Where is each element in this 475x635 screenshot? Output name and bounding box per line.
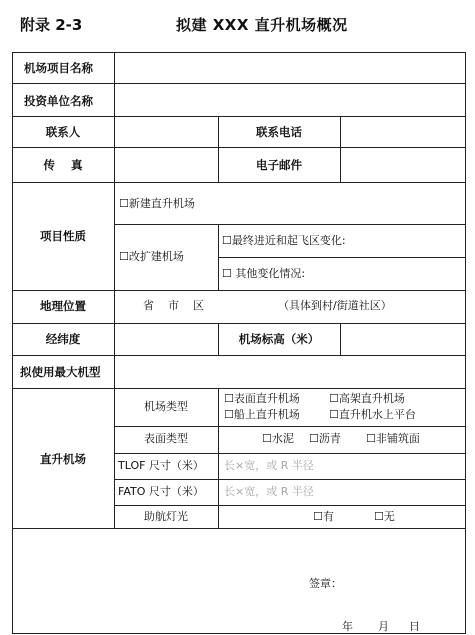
label-fato: FATO 尺寸（米） [118, 485, 204, 498]
row-divider [12, 147, 466, 148]
surface-cement-checkbox[interactable]: ☐水泥 [262, 432, 294, 445]
label-email: 电子邮件 [256, 158, 302, 172]
max-aircraft-field[interactable] [116, 357, 464, 387]
date-day: 日 [409, 620, 420, 633]
row-divider [114, 479, 466, 480]
label-latlon: 经纬度 [45, 332, 81, 346]
lights-yes-checkbox[interactable]: ☐有 [313, 510, 334, 523]
row-divider [218, 257, 466, 258]
column-divider [218, 388, 219, 528]
label-elevation: 机场标高（米） [238, 332, 320, 346]
row-divider [12, 182, 466, 183]
signature-label: 签章： [309, 577, 342, 590]
row-divider [12, 116, 466, 117]
signature-field[interactable] [350, 570, 460, 596]
column-divider [114, 52, 115, 528]
label-max-aircraft: 拟使用最大机型 [20, 365, 101, 379]
row-divider [114, 453, 466, 454]
date-month: 月 [378, 620, 389, 633]
label-investor: 投资单位名称 [24, 94, 93, 108]
label-fax: 传 真 [43, 158, 83, 172]
form-title: 拟建 XXX 直升机场概况 [176, 16, 348, 34]
label-airport-name: 机场项目名称 [24, 61, 93, 75]
expand-checkbox[interactable]: ☐改扩建机场 [119, 250, 184, 263]
airport-name-field[interactable] [116, 54, 464, 82]
fato-field[interactable]: 长×宽，或 R 半径 [224, 485, 314, 498]
location-hint: （具体到村/街道社区） [278, 299, 392, 312]
label-tlof: TLOF 尺寸（米） [118, 459, 204, 472]
type-surface-checkbox[interactable]: ☐表面直升机场 [224, 392, 300, 405]
phone-field[interactable] [342, 118, 464, 146]
lights-no-checkbox[interactable]: ☐无 [374, 510, 395, 523]
column-divider [340, 323, 341, 355]
label-location: 地理位置 [40, 299, 86, 313]
type-elevated-checkbox[interactable]: ☐高架直升机场 [329, 392, 405, 405]
row-divider [12, 323, 466, 324]
final-approach-change-checkbox[interactable]: ☐最终进近和起飞区变化: [222, 234, 346, 247]
row-divider [12, 355, 466, 356]
tlof-field[interactable]: 长×宽，或 R 半径 [224, 459, 314, 472]
column-divider [340, 116, 341, 182]
fax-field[interactable] [116, 149, 216, 181]
row-divider [12, 528, 466, 529]
row-divider [12, 388, 466, 389]
row-divider [114, 426, 466, 427]
row-divider [12, 290, 466, 291]
label-phone: 联系电话 [256, 125, 302, 139]
contact-field[interactable] [116, 118, 216, 146]
surface-unpaved-checkbox[interactable]: ☐非铺筑面 [366, 432, 420, 445]
other-change-checkbox[interactable]: ☐ 其他变化情况: [222, 267, 306, 280]
date-year: 年 [342, 620, 353, 633]
label-project-nature: 项目性质 [40, 229, 86, 243]
column-divider [218, 224, 219, 290]
label-contact: 联系人 [45, 125, 81, 139]
label-nav-lights: 助航灯光 [144, 510, 188, 523]
annex-label: 附录 2-3 [20, 16, 83, 34]
row-divider [114, 224, 466, 225]
email-field[interactable] [342, 149, 464, 181]
type-ship-checkbox[interactable]: ☐船上直升机场 [224, 408, 300, 421]
label-heliport: 直升机场 [40, 452, 86, 466]
investor-field[interactable] [116, 85, 464, 115]
row-divider [114, 505, 466, 506]
surface-asphalt-checkbox[interactable]: ☐沥青 [309, 432, 341, 445]
latlon-field[interactable] [116, 325, 216, 354]
label-surface-type: 表面类型 [144, 432, 188, 445]
row-divider [12, 83, 466, 84]
type-water-platform-checkbox[interactable]: ☐直升机水上平台 [329, 408, 416, 421]
new-build-checkbox[interactable]: ☐新建直升机场 [119, 197, 195, 210]
elevation-field[interactable] [342, 325, 464, 354]
label-heliport-type: 机场类型 [144, 400, 188, 413]
location-province-city-district[interactable]: 省 市 区 [143, 299, 204, 312]
